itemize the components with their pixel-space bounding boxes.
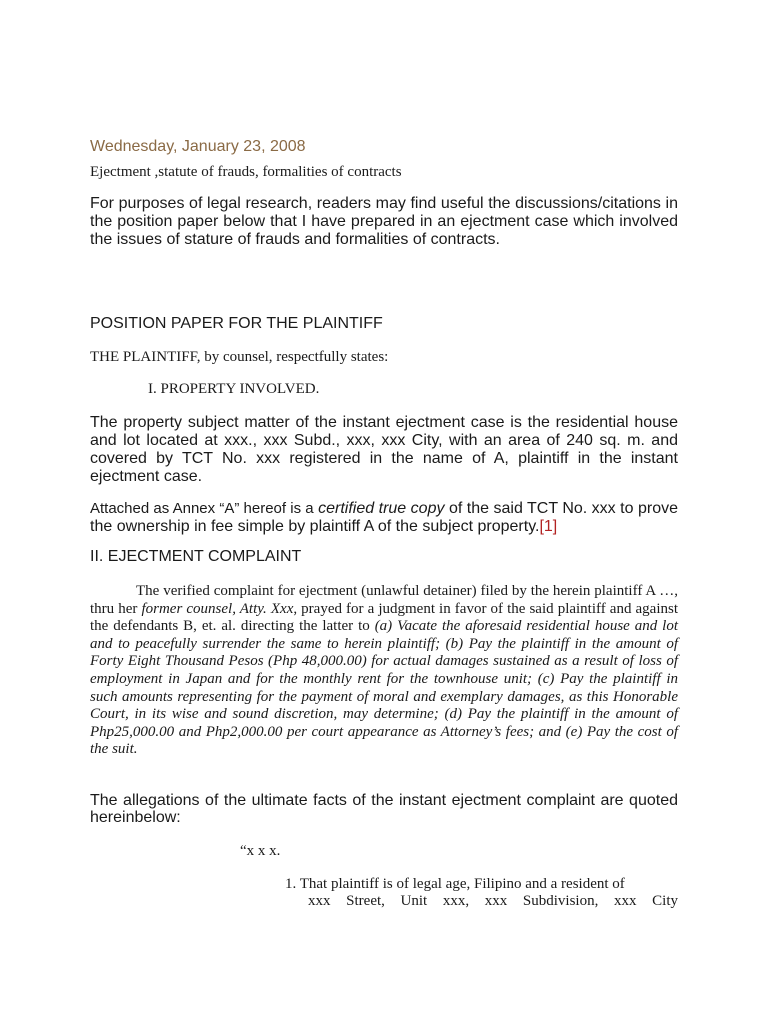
plaintiff-states-line: THE PLAINTIFF, by counsel, respectfully states: bbox=[90, 349, 389, 365]
property-paragraph: The property subject matter of the instant ejectment case is the residential house and lot located at xxx., xxx Subd., xxx, xxx City, with an area of 240 sq. m. and covered by TCT No. xxx registered in the name of A, plaintiff in the instant ejectment case. bbox=[90, 414, 678, 485]
item1-line1: 1. That plaintiff is of legal age, Filipino and a resident of bbox=[285, 876, 625, 892]
allegation-item-1 bbox=[285, 876, 678, 910]
annex-italic-text: certified true copy bbox=[318, 500, 445, 517]
annex-rest-text: of the said TCT No. xxx to prove the ownership in fee simple by plaintiff A of the subject property. bbox=[90, 500, 679, 535]
footnote-link[interactable]: [1] bbox=[539, 518, 558, 535]
complaint-text-e: (a) Vacate the aforesaid residential house and lot and to peacefully surrender the same to herein plaintiff; (b) Pay the plaintiff in the amount of Forty Eight Thousand Pesos (Php 48,000.00) for actual damages sustained as a result of loss of employment in Japan and for the monthly rent for the townhouse unit; (c) Pay the plaintiff in such amounts representing for the payment of moral and exemplary damages, as this Honorable Court, in its wise and sound discretion, may determine; (d) Pay the plaintiff in the amount of Php25,000.00 and Php2,000.00 per court appearance as Attorney’s fees; and (e) Pay the cost of the suit. bbox=[90, 618, 679, 758]
complaint-text-c: former counsel, Atty. Xxx bbox=[141, 600, 294, 617]
annex-lead-text: Attached as Annex “A” hereof is a bbox=[90, 500, 314, 517]
section-title-property: I. PROPERTY INVOLVED. bbox=[148, 381, 320, 397]
complaint-text-d: , prayed for a judgment in favor of the said plaintiff and against the defendants B, et. al. directing the latter to bbox=[90, 600, 679, 635]
annex-paragraph bbox=[90, 500, 678, 536]
intro-paragraph: For purposes of legal research, readers may find useful the discussions/citations in the position paper below that I have prepared in an ejectment case which involved the issues of stature of frauds and formalities of contracts. bbox=[90, 195, 678, 248]
position-paper-heading: POSITION PAPER FOR THE PLAINTIFF bbox=[90, 315, 383, 332]
section-title-ejectment: II. EJECTMENT COMPLAINT bbox=[90, 548, 302, 565]
post-date: Wednesday, January 23, 2008 bbox=[90, 138, 306, 155]
complaint-paragraph bbox=[90, 583, 678, 759]
item1-line2: xxx Street, Unit xxx, xxx Subdivision, xxx City bbox=[308, 893, 678, 909]
allegations-paragraph: The allegations of the ultimate facts of the instant ejectment complaint are quoted hereinbelow: bbox=[90, 792, 678, 826]
complaint-text-a: The verified complaint for ejectment (unlawful detainer) filed by the herein bbox=[136, 583, 591, 599]
post-title: Ejectment ,statute of frauds, formalities of contracts bbox=[90, 164, 402, 180]
complaint-text-b: plaintiff A …, thru her bbox=[90, 583, 678, 617]
quote-open: “x x x. bbox=[240, 843, 281, 859]
